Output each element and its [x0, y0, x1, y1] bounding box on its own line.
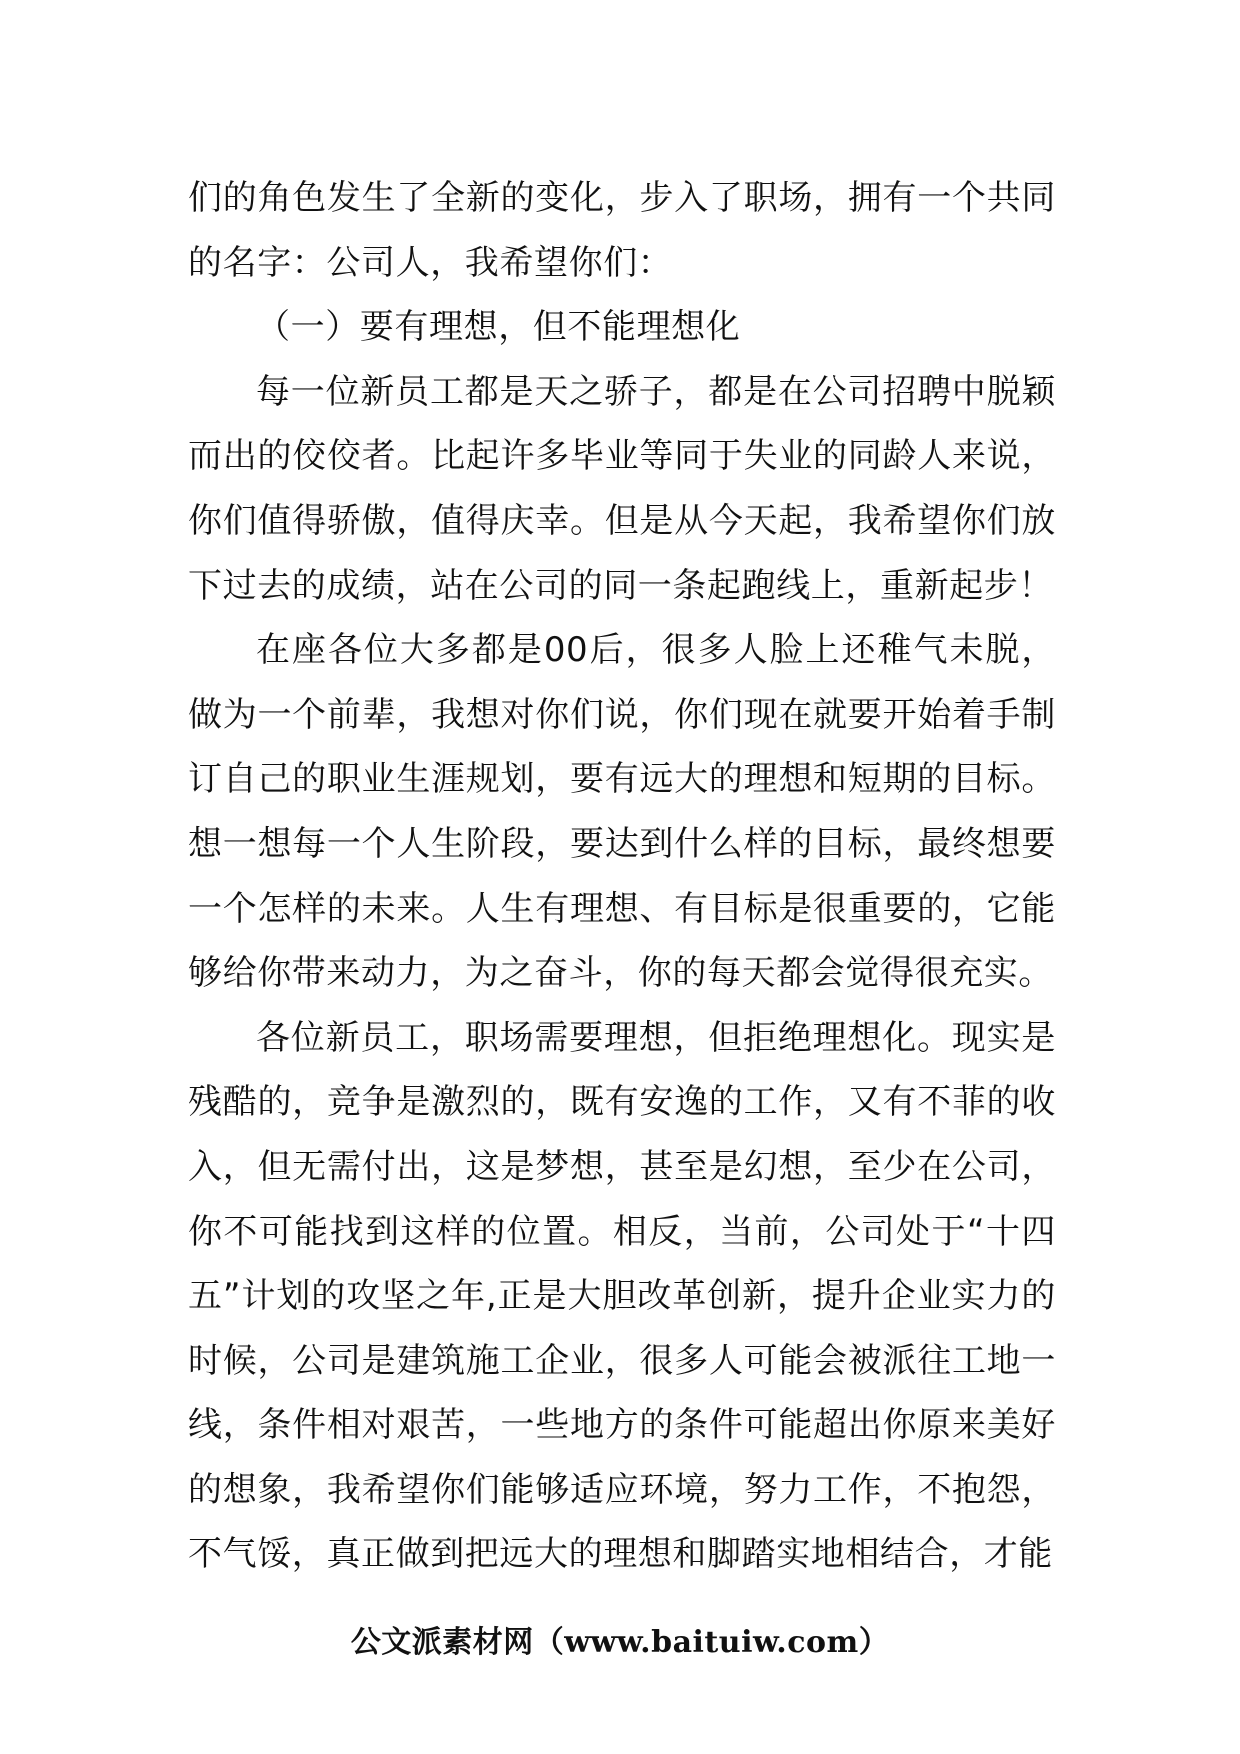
paragraph-4: 各位新员工，职场需要理想，但拒绝理想化。现实是残酷的，竞争是激烈的，既有安逸的工作，又有不菲的收入，但无需付出，这是梦想，甚至是幻想，至少在公司，你不可能找到这样的位置。相反，当前，公司处于“十四五”计划的攻坚之年,正是大胆改革创新，提升企业实力的时候，公司是建筑施工企业，很多人可能会被派往工地一线，条件相对艰苦，一些地方的条件可能超出你原来美好的想象，我希望你们能够适应环境，努力工作，不抱怨，不气馁，真正做到把远大的理想和脚踏实地相结合，才能	[188, 1017, 1056, 1575]
page-footer-watermark: 公文派素材网（www.baituiw.com）	[350, 1625, 890, 1660]
paragraph-2: 每一位新员工都是天之骄子，都是在公司招聘中脱颖而出的佼佼者。比起许多毕业等同于失业的同龄人来说，你们值得骄傲，值得庆幸。但是从今天起，我希望你们放下过去的成绩，站在公司的同一条起跑线上，重新起步！	[188, 371, 1056, 606]
document-body	[188, 166, 1056, 1587]
paragraph-3: 在座各位大多都是00后，很多人脸上还稚气未脱，做为一个前辈，我想对你们说，你们现在就要开始着手制订自己的职业生涯规划，要有远大的理想和短期的目标。想一想每一个人生阶段，要达到什么样的目标，最终想要一个怎样的未来。人生有理想、有目标是很重要的，它能够给你带来动力，为之奋斗，你的每天都会觉得很充实。	[188, 630, 1056, 994]
paragraph-1: 们的角色发生了全新的变化，步入了职场，拥有一个共同的名字：公司人，我希望你们：	[188, 178, 1056, 283]
section-heading: （一）要有理想，但不能理想化	[256, 307, 741, 348]
